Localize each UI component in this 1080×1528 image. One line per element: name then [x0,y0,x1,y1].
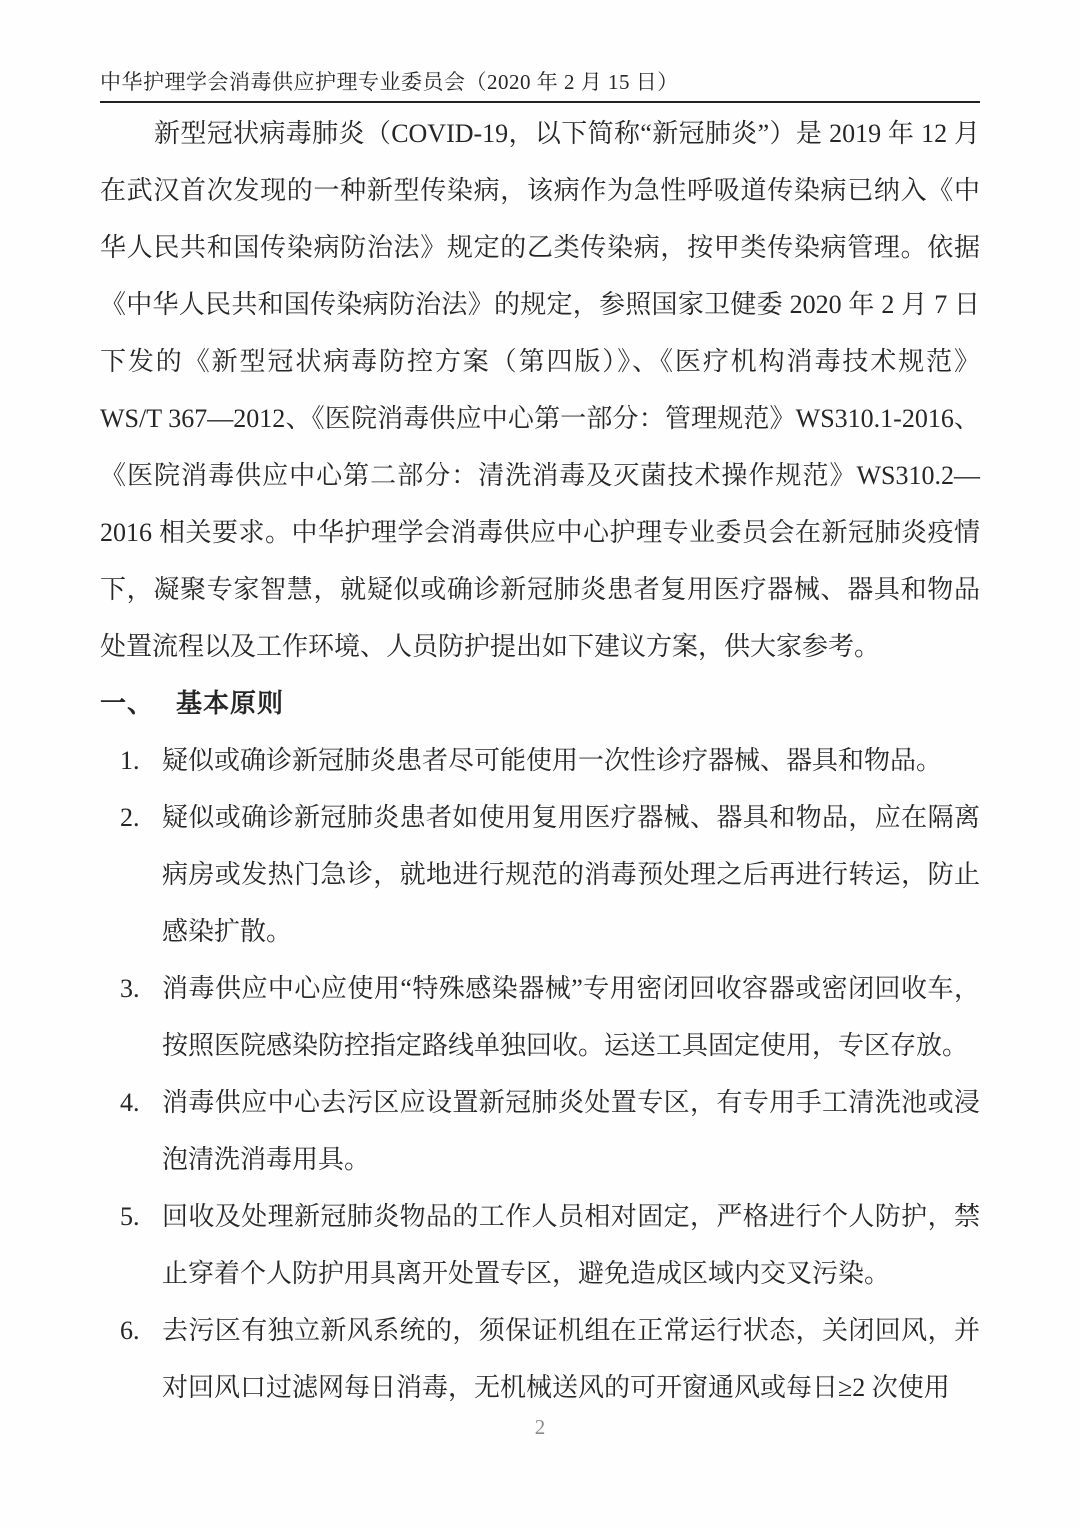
list-item-number: 1. [120,746,140,775]
list-item-text: 消毒供应中心应使用“特殊感染器械”专用密闭回收容器或密闭回收车，按照医院感染防控指定路线单独回收。运送工具固定使用，专区存放。 [162,974,980,1060]
list-item [100,960,980,1074]
section-title: 基本原则 [176,689,285,718]
list-item [100,1188,980,1302]
list-item [100,1302,980,1416]
principles-list [100,732,980,1416]
intro-paragraph: 新型冠状病毒肺炎（COVID-19，以下简称“新冠肺炎”）是 2019 年 12 月在武汉首次发现的一种新型传染病，该病作为急性呼吸道传染病已纳入《中华人民共和国传染病防治法》规定的乙类传染病，按甲类传染病管理。依据《中华人民共和国传染病防治法》的规定，参照国家卫健委 2020 年 2 月 7 日下发的《新型冠状病毒防控方案（第四版）》、《医疗机构消毒技术规范》WS/T 367—2012、《医院消毒供应中心第一部分：管理规范》WS310.1-2016、《医院消毒供应中心第二部分：清洗消毒及灭菌技术操作规范》WS310.2—2016 相关要求。中华护理学会消毒供应中心护理专业委员会在新冠肺炎疫情下，凝聚专家智慧，就疑似或确诊新冠肺炎患者复用医疗器械、器具和物品处置流程以及工作环境、人员防护提出如下建议方案，供大家参考。 [100,119,980,661]
list-item [100,789,980,960]
list-item-number: 3. [120,974,140,1003]
list-item [100,732,980,789]
list-item-text: 回收及处理新冠肺炎物品的工作人员相对固定，严格进行个人防护，禁止穿着个人防护用具离开处置专区，避免造成区域内交叉污染。 [162,1202,980,1288]
header-committee-date-line: 中华护理学会消毒供应护理专业委员会（2020 年 2 月 15 日） [100,70,679,94]
list-item-number: 2. [120,803,140,832]
page-header [100,68,980,103]
document-body [100,105,980,1416]
list-item-text: 疑似或确诊新冠肺炎患者如使用复用医疗器械、器具和物品，应在隔离病房或发热门急诊，就地进行规范的消毒预处理之后再进行转运，防止感染扩散。 [162,803,980,946]
list-item-text: 疑似或确诊新冠肺炎患者尽可能使用一次性诊疗器械、器具和物品。 [162,746,943,775]
list-item-text: 去污区有独立新风系统的，须保证机组在正常运行状态，关闭回风，并对回风口过滤网每日消毒，无机械送风的可开窗通风或每日≥2 次使用 [162,1316,980,1402]
page-number: 2 [534,1415,546,1439]
list-item [100,1074,980,1188]
list-item-number: 4. [120,1088,140,1117]
section-number: 一、 [100,689,155,718]
list-item-number: 6. [120,1316,140,1345]
list-item-number: 5. [120,1202,140,1231]
section-heading [100,675,980,732]
list-item-text: 消毒供应中心去污区应设置新冠肺炎处置专区，有专用手工清洗池或浸泡清洗消毒用具。 [162,1088,980,1174]
page-footer [0,1402,1080,1452]
